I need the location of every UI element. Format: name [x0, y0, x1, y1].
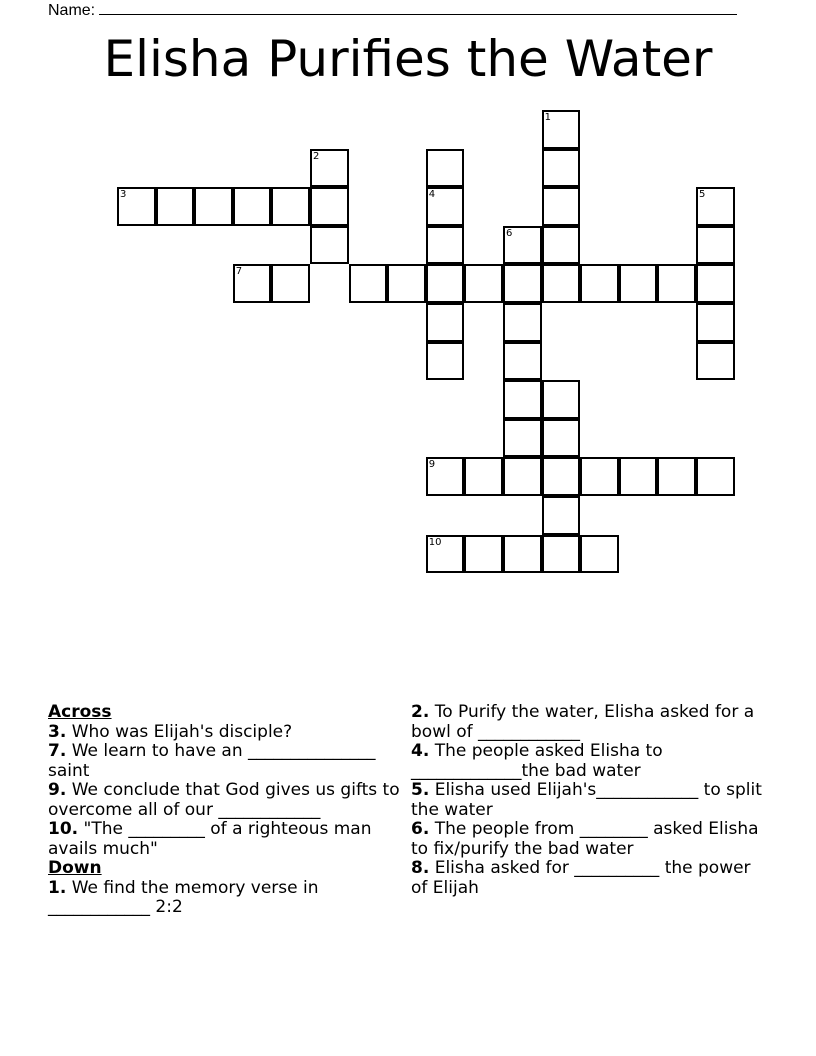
grid-cell[interactable]	[426, 303, 465, 342]
clue-number: 10	[428, 536, 442, 548]
grid-cell[interactable]	[233, 264, 272, 303]
grid-cell[interactable]	[503, 419, 542, 458]
grid-cell[interactable]	[117, 187, 156, 226]
clue-item-text: Elisha asked for __________ the power of Elijah	[411, 858, 751, 898]
grid-cell[interactable]	[696, 264, 735, 303]
across-heading: Across	[48, 702, 112, 722]
across-clue-list	[48, 723, 400, 860]
clue-item-number: 2.	[411, 702, 430, 722]
clue-number: 7	[235, 266, 243, 278]
clue-item-text: Elisha used Elijah's____________ to split the water	[411, 780, 762, 820]
grid-cell[interactable]	[464, 457, 503, 496]
grid-cell[interactable]	[696, 226, 735, 265]
grid-cell[interactable]	[657, 457, 696, 496]
grid-cell[interactable]	[696, 303, 735, 342]
grid-cell[interactable]	[310, 149, 349, 188]
clue-item-text: To Purify the water, Elisha asked for a bowl of ____________	[411, 702, 755, 742]
clue-item-number: 4.	[411, 741, 430, 761]
clue-item-text: We conclude that God gives us gifts to overcome all of our ____________	[48, 780, 400, 820]
down-clue-list-right	[411, 703, 763, 898]
grid-cell[interactable]	[542, 535, 581, 574]
clue-item-number: 9.	[48, 780, 67, 800]
grid-cell[interactable]	[271, 264, 310, 303]
clue-item-number: 1.	[48, 877, 67, 898]
grid-cell[interactable]	[349, 264, 388, 303]
clue-number: 1	[544, 112, 551, 123]
clue-item	[411, 820, 763, 859]
grid-cell[interactable]	[426, 342, 465, 381]
grid-cell[interactable]	[233, 187, 272, 226]
clue-item-text: We learn to have an _______________ saint	[48, 741, 376, 781]
clue-item	[411, 781, 763, 820]
grid-cell[interactable]	[542, 226, 581, 265]
grid-cell[interactable]	[619, 264, 658, 303]
grid-cell[interactable]	[542, 110, 581, 149]
grid-cell[interactable]	[657, 264, 696, 303]
grid-cell[interactable]	[426, 457, 465, 496]
clue-item	[48, 723, 400, 743]
clue-item-number: 7.	[48, 741, 67, 761]
clue-item-text: Who was Elijah's disciple?	[71, 721, 293, 742]
grid-cell[interactable]	[503, 457, 542, 496]
grid-cell[interactable]	[156, 187, 195, 226]
clue-item	[411, 859, 763, 898]
grid-cell[interactable]	[542, 380, 581, 419]
grid-cell[interactable]	[194, 187, 233, 226]
grid-cell[interactable]	[696, 342, 735, 381]
clue-number: 3	[120, 189, 127, 201]
clue-item	[48, 820, 400, 859]
grid-cell[interactable]	[503, 303, 542, 342]
grid-cell[interactable]	[503, 264, 542, 303]
grid-cell[interactable]	[426, 264, 465, 303]
clue-item-text: The people from ________ asked Elisha to fix/purify the bad water	[411, 819, 759, 859]
clue-item-number: 8.	[411, 858, 430, 878]
clue-item	[48, 742, 400, 781]
clue-item	[411, 703, 763, 742]
clue-number: 2	[313, 150, 320, 162]
clue-item-text: The people asked Elisha to _____________the bad water	[411, 741, 663, 781]
grid-cell[interactable]	[310, 187, 349, 226]
grid-cell[interactable]	[271, 187, 310, 226]
grid-cell[interactable]	[503, 226, 542, 265]
grid-cell[interactable]	[542, 419, 581, 458]
clue-item-number: 5.	[411, 780, 430, 800]
clues-left-column	[48, 703, 400, 918]
grid-cell[interactable]	[503, 380, 542, 419]
grid-cell[interactable]	[387, 264, 426, 303]
grid-cell[interactable]	[542, 187, 581, 226]
grid-cell[interactable]	[310, 226, 349, 265]
grid-cell[interactable]	[696, 457, 735, 496]
clue-item-number: 10.	[48, 819, 79, 839]
grid-cell[interactable]	[696, 187, 735, 226]
grid-cell[interactable]	[619, 457, 658, 496]
name-label: Name:	[48, 2, 96, 19]
clue-number: 9	[428, 459, 436, 471]
grid-cell[interactable]	[503, 342, 542, 381]
clue-item-text: "The _________ of a righteous man avails much"	[48, 819, 372, 859]
clue-number: 6	[506, 227, 513, 239]
down-clue-list-left	[48, 879, 400, 918]
clue-item-number: 3.	[48, 721, 67, 742]
grid-cell[interactable]	[464, 264, 503, 303]
clue-item	[411, 742, 763, 781]
grid-cell[interactable]	[542, 264, 581, 303]
grid-cell[interactable]	[464, 535, 503, 574]
clue-number: 5	[699, 189, 706, 201]
grid-cell[interactable]	[426, 535, 465, 574]
down-heading: Down	[48, 858, 102, 878]
grid-cell[interactable]	[580, 264, 619, 303]
page-title: Elisha Purifies the Water	[103, 30, 713, 88]
clue-item-text: We find the memory verse in ____________ 2:2	[48, 877, 319, 917]
grid-cell[interactable]	[542, 496, 581, 535]
grid-cell[interactable]	[542, 149, 581, 188]
clues-right-column	[411, 703, 763, 898]
grid-cell[interactable]	[503, 535, 542, 574]
grid-cell[interactable]	[580, 535, 619, 574]
grid-cell[interactable]	[542, 457, 581, 496]
clue-item	[48, 879, 400, 918]
grid-cell[interactable]	[580, 457, 619, 496]
clue-number: 4	[428, 189, 436, 201]
clue-item	[48, 781, 400, 820]
grid-cell[interactable]	[426, 149, 465, 188]
clue-item-number: 6.	[411, 819, 430, 839]
grid-cell[interactable]	[426, 187, 465, 226]
grid-cell[interactable]	[426, 226, 465, 265]
